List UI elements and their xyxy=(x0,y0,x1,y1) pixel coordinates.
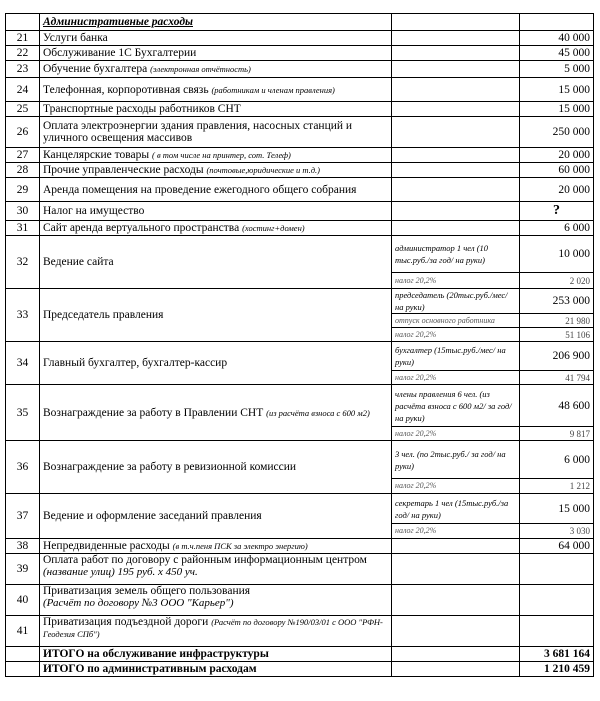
row-name-detail: (название улиц) 195 руб. х 450 уч. xyxy=(43,566,198,578)
row-name-text: Налог на имущество xyxy=(43,205,145,217)
row-number: 39 xyxy=(6,554,40,585)
row-name xyxy=(40,342,392,385)
row-name-text: Оплата работ по договору с районным информационным центром xyxy=(43,554,367,566)
row-number: 40 xyxy=(6,585,40,616)
total-label: ИТОГО на обслуживание инфраструктуры xyxy=(40,647,392,662)
row-amount xyxy=(520,585,594,616)
row-number: 35 xyxy=(6,385,40,441)
row-number: 22 xyxy=(6,46,40,61)
row-name-text: Вознаграждение за работу в ревизионной комиссии xyxy=(43,461,297,473)
table-row xyxy=(6,236,594,273)
row-note: (Расчёт по договору №190/03/01 с ООО "РФН-Геодезия СПб") xyxy=(43,617,383,639)
row-note: (из расчёта взноса с 600 м2) xyxy=(266,407,370,418)
staff-detail: секретарь 1 чел (15тыс.руб./за год/ на руки) xyxy=(392,494,520,524)
table-row xyxy=(6,31,594,46)
row-amount: 5 000 xyxy=(520,61,594,78)
tax-amount: 51 106 xyxy=(520,328,594,342)
row-number: 29 xyxy=(6,178,40,202)
row-amount xyxy=(520,616,594,647)
row-name-text: Приватизация земель общего пользования xyxy=(43,585,251,597)
tax-amount: 2 020 xyxy=(520,273,594,289)
row-number: 26 xyxy=(6,117,40,148)
row-name xyxy=(40,202,392,221)
table-row xyxy=(6,441,594,479)
section-header-row xyxy=(6,14,594,31)
row-name xyxy=(40,494,392,539)
row-name-text: Прочие управленческие расходы xyxy=(43,164,204,176)
row-name-text: Услуги банка xyxy=(43,32,108,44)
empty-cell xyxy=(392,647,520,662)
row-name xyxy=(40,148,392,163)
row-number: 30 xyxy=(6,202,40,221)
row-amount: 15 000 xyxy=(520,494,594,524)
row-amount: 48 600 xyxy=(520,385,594,427)
row-name xyxy=(40,221,392,236)
row-number: 41 xyxy=(6,616,40,647)
row-amount: 250 000 xyxy=(520,117,594,148)
row-name-text: Непредвиденные расходы xyxy=(43,540,170,552)
empty-cell xyxy=(392,102,520,117)
empty-cell xyxy=(392,31,520,46)
row-name xyxy=(40,46,392,61)
table-row xyxy=(6,163,594,178)
row-name-text: Главный бухгалтер, бухгалтер-кассир xyxy=(43,357,228,369)
table-row xyxy=(6,585,594,616)
row-number: 33 xyxy=(6,289,40,342)
row-amount: 20 000 xyxy=(520,178,594,202)
empty-cell xyxy=(392,46,520,61)
row-amount: 45 000 xyxy=(520,46,594,61)
row-number: 28 xyxy=(6,163,40,178)
table-row xyxy=(6,494,594,524)
empty-cell xyxy=(392,554,520,585)
row-amount: 6 000 xyxy=(520,221,594,236)
row-name-detail: (Расчёт по договору №3 ООО "Карьер") xyxy=(43,597,234,609)
table-row xyxy=(6,616,594,647)
row-name-text: Аренда помещения на проведение ежегодного общего собрания xyxy=(43,183,357,196)
table-row xyxy=(6,554,594,585)
row-name-text: Сайт аренда вертуального пространства xyxy=(43,222,240,234)
staff-detail: председатель (20тыс.руб./мес/ на руки) xyxy=(392,289,520,314)
empty-cell xyxy=(392,585,520,616)
staff-detail: члены правления 6 чел. (из расчёта взноса с 600 м2/ за год/ на руки) xyxy=(392,385,520,427)
tax-amount: 3 030 xyxy=(520,524,594,539)
row-number: 31 xyxy=(6,221,40,236)
tax-label: налог 20,2% xyxy=(392,427,520,441)
table-row xyxy=(6,148,594,163)
row-name xyxy=(40,539,392,554)
row-name xyxy=(40,178,392,202)
row-number: 38 xyxy=(6,539,40,554)
row-name xyxy=(40,236,392,289)
row-amount: 20 000 xyxy=(520,148,594,163)
total-row xyxy=(6,647,594,662)
total-amount: 3 681 164 xyxy=(520,647,594,662)
row-name xyxy=(40,163,392,178)
empty-cell xyxy=(392,616,520,647)
row-note: (работникам и членам правления) xyxy=(211,84,335,95)
budget-table xyxy=(5,13,594,677)
row-number: 21 xyxy=(6,31,40,46)
row-number: 32 xyxy=(6,236,40,289)
row-amount: ? xyxy=(520,202,594,221)
tax-amount: 1 212 xyxy=(520,479,594,494)
tax-label: налог 20,2% xyxy=(392,479,520,494)
row-name xyxy=(40,385,392,441)
table-row xyxy=(6,78,594,102)
row-name xyxy=(40,289,392,342)
empty-cell xyxy=(392,202,520,221)
row-name xyxy=(40,78,392,102)
row-name-text: Телефонная, корпоротивная связь xyxy=(43,83,209,96)
table-row xyxy=(6,117,594,148)
row-number: 24 xyxy=(6,78,40,102)
total-amount: 1 210 459 xyxy=(520,662,594,677)
table-row xyxy=(6,46,594,61)
row-amount: 6 000 xyxy=(520,441,594,479)
tax-label: налог 20,2% xyxy=(392,524,520,539)
row-name-text: Приватизация подъездной дороги xyxy=(43,616,209,628)
row-name xyxy=(40,441,392,494)
row-name xyxy=(40,61,392,78)
row-amount: 15 000 xyxy=(520,78,594,102)
row-number: 27 xyxy=(6,148,40,163)
staff-detail: бухгалтер (15тыс.руб./мес/ на руки) xyxy=(392,342,520,371)
row-number: 34 xyxy=(6,342,40,385)
tax-amount: 41 794 xyxy=(520,371,594,385)
row-name xyxy=(40,102,392,117)
row-note: (хостинг+домен) xyxy=(242,223,305,233)
table-row xyxy=(6,178,594,202)
empty-cell xyxy=(392,221,520,236)
row-name-text: Транспортные расходы работников СНТ xyxy=(43,103,241,115)
row-note: ( в том числе на принтер, сот. Телеф) xyxy=(152,150,291,160)
total-label: ИТОГО по административным расходам xyxy=(40,662,392,677)
row-amount: 64 000 xyxy=(520,539,594,554)
row-amount: 10 000 xyxy=(520,236,594,273)
row-name-text: Вознаграждение за работу в Правлении СНТ xyxy=(43,406,264,419)
row-name-text: Обучение бухгалтера xyxy=(43,63,148,75)
section-title: Административные расходы xyxy=(40,14,392,31)
table-row xyxy=(6,221,594,236)
row-name-text: Оплата электроэнергии здания правления, насосных станций и уличного освещения массивов xyxy=(43,120,353,144)
tax-label: налог 20,2% xyxy=(392,273,520,289)
row-number: 37 xyxy=(6,494,40,539)
table-row xyxy=(6,289,594,314)
table-row xyxy=(6,539,594,554)
vacation-label: отпуск основного работника xyxy=(392,314,520,328)
table-row xyxy=(6,342,594,371)
table-row xyxy=(6,385,594,427)
row-name xyxy=(40,31,392,46)
staff-detail: администратор 1 чел (10 тыс.руб./за год/ на руки) xyxy=(392,236,520,273)
tax-label: налог 20,2% xyxy=(392,371,520,385)
row-note: (электронная отчётность) xyxy=(150,64,251,74)
empty-cell xyxy=(392,117,520,148)
row-name xyxy=(40,117,392,148)
row-number: 36 xyxy=(6,441,40,494)
total-row xyxy=(6,662,594,677)
row-note: (в т.ч.пеня ПСК за электро энергию) xyxy=(172,541,308,551)
row-number: 23 xyxy=(6,61,40,78)
tax-label: налог 20,2% xyxy=(392,328,520,342)
row-number: 25 xyxy=(6,102,40,117)
table-row xyxy=(6,61,594,78)
row-name-text: Председатель правления xyxy=(43,309,164,321)
table-row xyxy=(6,102,594,117)
row-name-text: Ведение сайта xyxy=(43,256,114,268)
row-amount: 15 000 xyxy=(520,102,594,117)
empty-cell xyxy=(392,78,520,102)
empty-cell xyxy=(392,539,520,554)
row-name-text: Канцелярские товары xyxy=(43,149,150,161)
empty-cell xyxy=(392,163,520,178)
empty-cell xyxy=(392,61,520,78)
row-amount: 40 000 xyxy=(520,31,594,46)
staff-detail: 3 чел. (по 2тыс.руб./ за год/ на руки) xyxy=(392,441,520,479)
empty-cell xyxy=(392,662,520,677)
row-amount: 60 000 xyxy=(520,163,594,178)
row-note: (почтовые,юридические и т.д.) xyxy=(206,165,321,175)
tax-amount: 9 817 xyxy=(520,427,594,441)
empty-cell xyxy=(6,662,40,677)
empty-cell xyxy=(392,148,520,163)
row-amount: 206 900 xyxy=(520,342,594,371)
row-name-text: Ведение и оформление заседаний правления xyxy=(43,510,262,522)
table-row xyxy=(6,202,594,221)
row-name-text: Обслуживание 1С Бухгалтерии xyxy=(43,47,197,59)
row-name xyxy=(40,616,392,647)
row-amount xyxy=(520,554,594,585)
row-amount: 253 000 xyxy=(520,289,594,314)
empty-cell xyxy=(392,178,520,202)
row-name xyxy=(40,554,392,585)
row-name xyxy=(40,585,392,616)
vacation-amount: 21 980 xyxy=(520,314,594,328)
empty-cell xyxy=(6,647,40,662)
